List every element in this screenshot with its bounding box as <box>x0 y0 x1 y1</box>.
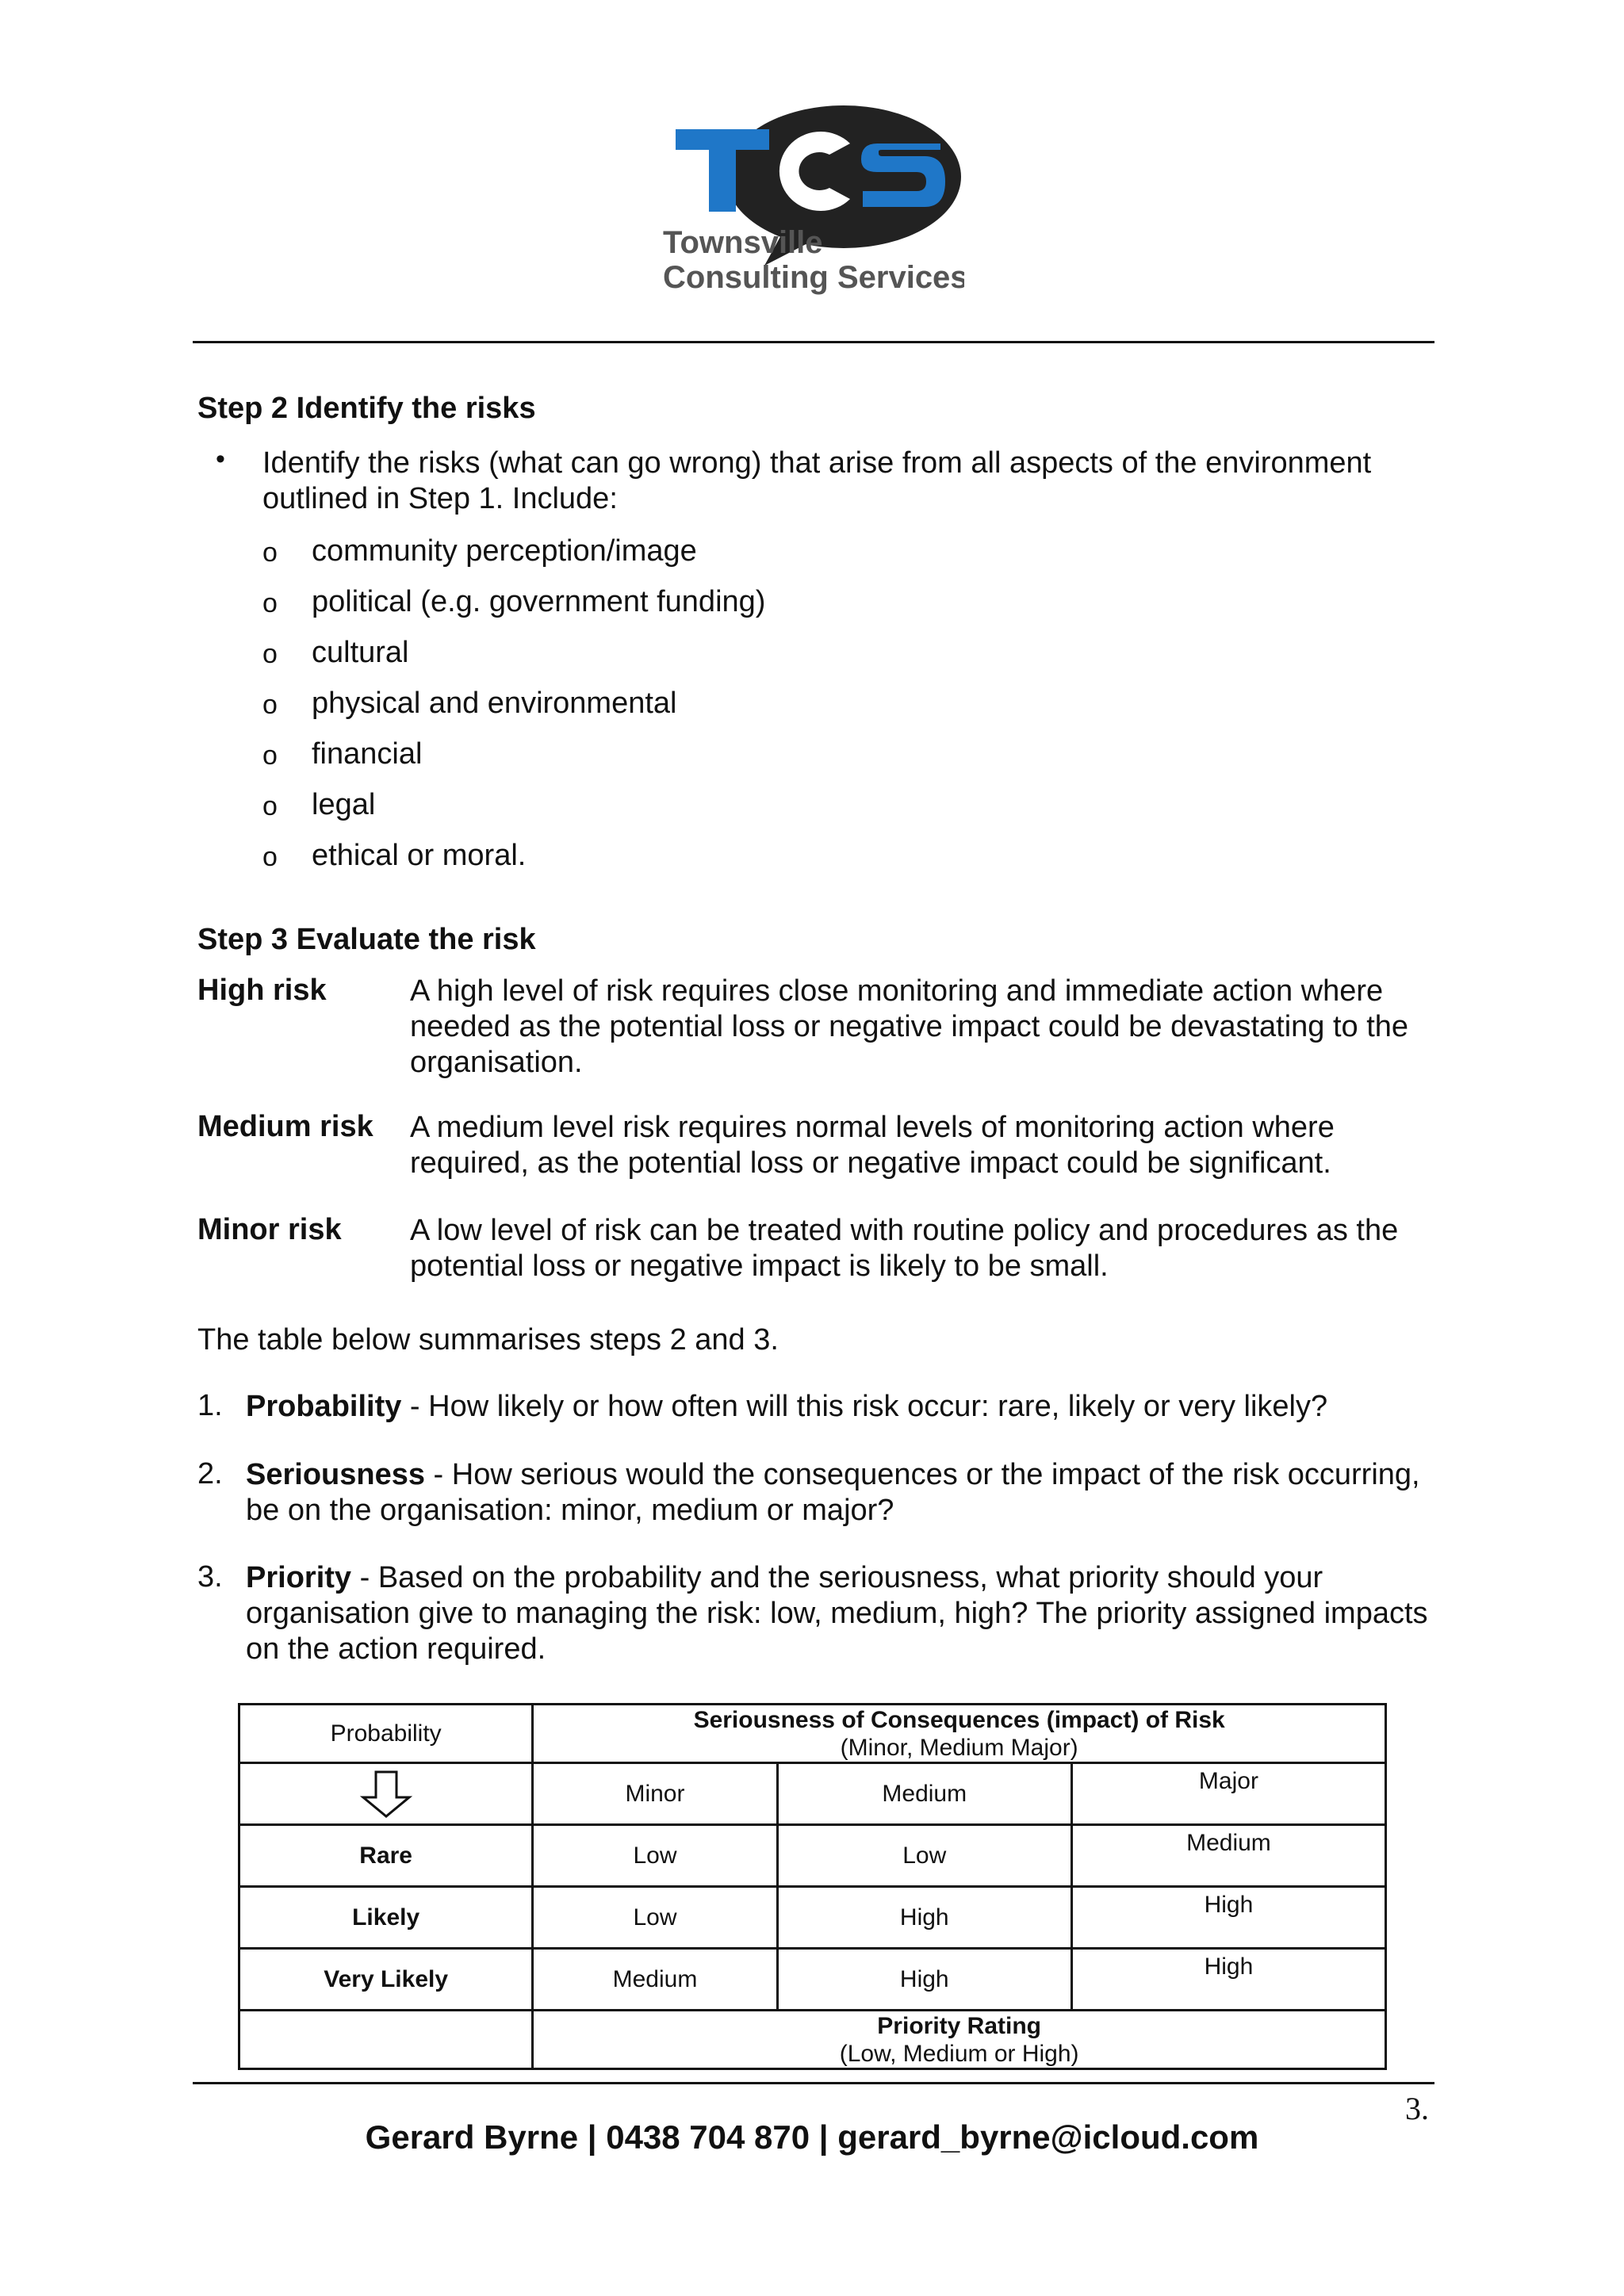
priority-rating: Priority Rating (Low, Medium or High) <box>533 2011 1386 2069</box>
table-cell: Low <box>777 1825 1071 1887</box>
table-cell: High <box>1071 1887 1385 1949</box>
row-label: Likely <box>239 1887 533 1949</box>
col-header-medium: Medium <box>777 1763 1071 1825</box>
table-row <box>239 1887 1386 1949</box>
list-item: political (e.g. government funding) <box>312 585 766 618</box>
sub-bullet-icon: o <box>262 740 278 771</box>
col-header-minor: Minor <box>533 1763 777 1825</box>
row-label: Very Likely <box>239 1949 533 2011</box>
list-number: 3. <box>197 1560 223 1594</box>
priority-row <box>239 2011 1386 2069</box>
seriousness-header: Seriousness of Consequences (impact) of Risk (Minor, Medium Major) <box>533 1705 1386 1763</box>
sub-bullet-icon: o <box>262 538 278 568</box>
list-item: community perception/image <box>312 534 697 568</box>
row-label: Rare <box>239 1825 533 1887</box>
down-arrow-icon <box>239 1763 533 1825</box>
risk-description: A medium level risk requires normal levels of monitoring action where required, as the potential loss or negative impact could be significant. <box>410 1111 1335 1180</box>
bullet-icon: • <box>216 444 225 474</box>
list-number: 2. <box>197 1457 223 1490</box>
table-cell: Medium <box>533 1949 777 2011</box>
tcs-logo-icon <box>663 99 964 305</box>
list-number: 1. <box>197 1389 223 1422</box>
table-header-row <box>239 1705 1386 1763</box>
risk-term: Medium risk <box>197 1110 373 1143</box>
sub-bullet-icon: o <box>262 791 278 821</box>
list-item: ethical or moral. <box>312 839 527 872</box>
numbered-item: Seriousness - How serious would the consequences or the impact of the risk occurring, be on the organisation: minor, medium or major? <box>246 1458 1420 1527</box>
step2-bullet: Identify the risks (what can go wrong) that arise from all aspects of the environment outlined in Step 1. Include: <box>262 446 1372 515</box>
footer-contact: Gerard Byrne | 0438 704 870 | gerard_byrne@icloud.com <box>365 2118 1259 2156</box>
probability-header: Probability <box>239 1705 533 1763</box>
table-cell: High <box>1071 1949 1385 2011</box>
table-row <box>239 1949 1386 2011</box>
risk-term: High risk <box>197 974 327 1007</box>
logo <box>663 99 964 305</box>
sub-bullet-icon: o <box>262 690 278 720</box>
table-cell: Medium <box>1071 1825 1385 1887</box>
table-cell: High <box>777 1887 1071 1949</box>
summary-text: The table below summarises steps 2 and 3. <box>197 1323 779 1357</box>
logo-line1: Townsville <box>663 225 823 260</box>
step2-heading: Step 2 Identify the risks <box>197 392 536 425</box>
risk-description: A high level of risk requires close monitoring and immediate action where needed as the potential loss or negative impact could be devastating to the organisation. <box>410 974 1409 1079</box>
logo-line2: Consulting Services <box>663 260 964 295</box>
page-number: 3. <box>1405 2091 1429 2126</box>
table-cell: High <box>777 1949 1071 2011</box>
sub-bullet-icon: o <box>262 588 278 618</box>
risk-matrix-table <box>238 1703 1387 2070</box>
col-header-major: Major <box>1071 1763 1385 1825</box>
list-item: cultural <box>312 636 409 669</box>
sub-bullet-icon: o <box>262 842 278 872</box>
numbered-item: Probability - How likely or how often will this risk occur: rare, likely or very likely? <box>246 1390 1328 1423</box>
table-cell: Low <box>533 1825 777 1887</box>
empty-cell <box>239 2011 533 2069</box>
column-header-row <box>239 1763 1386 1825</box>
sub-bullet-icon: o <box>262 639 278 669</box>
table-row <box>239 1825 1386 1887</box>
table-cell: Low <box>533 1887 777 1949</box>
risk-term: Minor risk <box>197 1213 342 1246</box>
header-rule <box>193 341 1434 343</box>
list-item: physical and environmental <box>312 687 677 720</box>
step3-heading: Step 3 Evaluate the risk <box>197 923 536 956</box>
footer-rule <box>193 2082 1434 2084</box>
list-item: legal <box>312 788 376 821</box>
list-item: financial <box>312 737 423 771</box>
risk-description: A low level of risk can be treated with routine policy and procedures as the potential loss or negative impact is likely to be small. <box>410 1214 1399 1283</box>
numbered-item: Priority - Based on the probability and the seriousness, what priority should your organisation give to managing the risk: low, medium, high? The priority assigned impacts on the action required. <box>246 1561 1428 1666</box>
